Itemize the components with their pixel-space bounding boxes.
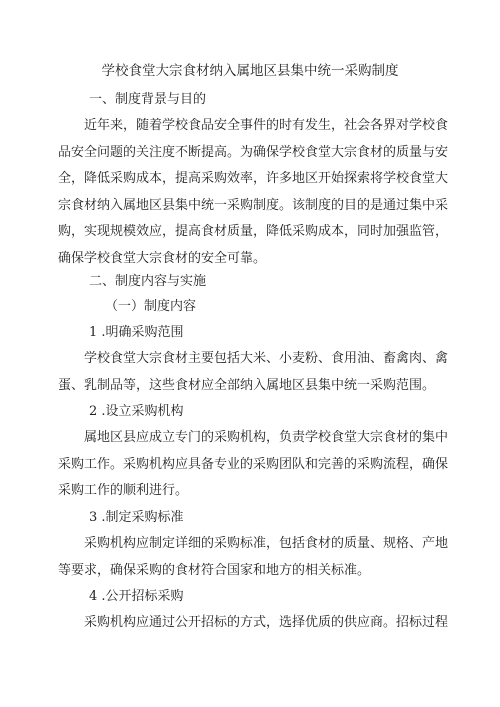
paragraph-line: 采购工作。采购机构应具备专业的采购团队和完善的采购流程，确保 — [58, 456, 449, 472]
paragraph-tender — [58, 610, 449, 637]
section-heading-background: 一、制度背景与目的 — [89, 92, 207, 107]
item-heading-standards: 3 .制定采购标准 — [89, 510, 184, 525]
paragraph-line: 确保学校食堂大宗食材的安全可靠。 — [58, 250, 267, 266]
paragraph-line: 采购机构应通过公开招标的方式，选择优质的供应商。招标过程 — [84, 615, 449, 630]
paragraph-agency — [58, 425, 449, 505]
item-heading-scope: 1 .明确采购范围 — [89, 325, 184, 340]
paragraph-line: 近年来，随着学校食品安全事件的时有发生，社会各界对学校食 — [84, 118, 449, 133]
paragraph-background — [58, 113, 449, 272]
item-heading-tender: 4 .公开招标采购 — [89, 589, 184, 604]
paragraph-line: 采购工作的顺利进行。 — [58, 483, 189, 498]
paragraph-line: 品安全问题的关注度不断提高。为确保学校食堂大宗食材的质量与安 — [58, 144, 449, 160]
paragraph-line: 等要求，确保采购的食材符合国家和地方的相关标准。 — [58, 562, 371, 578]
paragraph-line: 采购机构应制定详细的采购标准，包括食材的质量、规格、产地 — [84, 536, 449, 551]
paragraph-standards — [58, 531, 449, 584]
sub-heading-content: （一）制度内容 — [105, 299, 197, 314]
paragraph-line: 学校食堂大宗食材主要包括大米、小麦粉、食用油、畜禽肉、禽 — [84, 351, 449, 366]
section-heading-content: 二、制度内容与实施 — [89, 274, 207, 289]
paragraph-line: 购，实现规模效应，提高食材质量，降低采购成本，同时加强监管， — [58, 224, 449, 239]
paragraph-line: 全，降低采购成本，提高采购效率，许多地区开始探索将学校食堂大 — [58, 171, 449, 186]
item-heading-agency: 2 .设立采购机构 — [89, 404, 184, 419]
paragraph-line: 属地区县应成立专门的采购机构，负责学校食堂大宗食材的集中 — [84, 430, 449, 445]
paragraph-line: 宗食材纳入属地区县集中统一采购制度。该制度的目的是通过集中采 — [58, 197, 449, 213]
paragraph-scope — [58, 346, 449, 399]
paragraph-line: 蛋、乳制品等，这些食材应全部纳入属地区县集中统一采购范围。 — [58, 377, 436, 393]
document-title: 学校食堂大宗食材纳入属地区县集中统一采购制度 — [101, 63, 399, 79]
